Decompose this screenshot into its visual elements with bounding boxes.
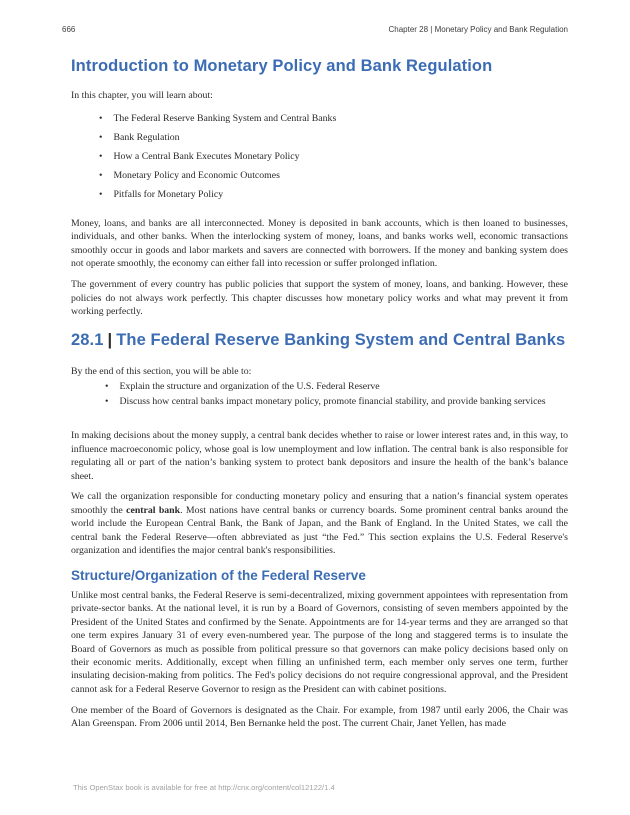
topic-label: Pitfalls for Monetary Policy xyxy=(113,189,224,201)
bullet-icon: • xyxy=(99,170,103,182)
page-number: 666 xyxy=(62,25,76,34)
bullet-icon: • xyxy=(105,380,109,392)
section-title: The Federal Reserve Banking System and Central Banks xyxy=(116,331,566,350)
section-paragraph: In making decisions about the money supply, a central bank decides whether to raise or lower interest rates and, in this way, to influence macroeconomic policy, whose goal is low unemployment and low inflation. The central bank is also responsible for regulating all or part of the nation’s banking system to protect bank depositors and insure the health of the bank’s balance sheet. xyxy=(71,430,568,482)
section-heading xyxy=(71,326,568,356)
list-item xyxy=(99,169,568,182)
section-paragraph xyxy=(71,490,568,557)
list-item xyxy=(99,131,568,144)
bullet-icon: • xyxy=(99,113,103,125)
bullet-icon: • xyxy=(99,132,103,144)
bullet-icon: • xyxy=(99,189,103,201)
openstax-attribution-footer: This OpenStax book is available for free at http://cnx.org/content/col12122/1.4 xyxy=(73,783,335,792)
list-item xyxy=(99,188,568,201)
learning-objectives-list xyxy=(71,380,568,409)
chapter-topics-list xyxy=(71,112,568,201)
chapter-intro-title: Introduction to Monetary Policy and Bank Regulation xyxy=(71,57,493,75)
page-content xyxy=(71,56,568,738)
topic-label: Bank Regulation xyxy=(113,132,180,144)
bullet-icon: • xyxy=(99,151,103,163)
paragraph-text: We call the organization responsible for conducting monetary policy and ensuring that a nation’s financial system operates smoothly the xyxy=(71,491,568,516)
section-separator: | xyxy=(107,331,113,350)
running-chapter-title: Chapter 28 | Monetary Policy and Bank Regulation xyxy=(388,25,568,34)
key-term: central bank xyxy=(126,504,181,516)
list-item xyxy=(99,150,568,163)
topic-label: Monetary Policy and Economic Outcomes xyxy=(113,170,280,182)
list-item xyxy=(99,112,568,125)
topic-label: How a Central Bank Executes Monetary Policy xyxy=(113,151,300,163)
section-number: 28.1 xyxy=(71,331,104,350)
bullet-icon: • xyxy=(105,395,109,407)
list-item xyxy=(105,380,568,395)
subsection-paragraph: Unlike most central banks, the Federal Reserve is semi-decentralized, mixing government appointees with representation from private-sector banks. At the national level, it is run by a Board of Governors, consisting of seven members appointed by the President of the United States and confirmed by the Senate. Appointments are for 14-year terms and they are arranged so that one term expires January 31 of every even-numbered year. The purpose of the long and staggered terms is to insulate the Board of Governors as much as possible from political pressure so that governors can make policy decisions based only on their economic merits. Additionally, except when filling an unfinished term, each member only serves one term, further insulating decision-making from politics. The Fed's policy decisions do not require congressional approval, and the President cannot ask for a Federal Reserve Governor to resign as the President can with cabinet positions. xyxy=(71,589,568,695)
intro-paragraph: Money, loans, and banks are all interconnected. Money is deposited in bank accounts, which is then loaned to businesses, individuals, and other banks. When the interlocking system of money, loans, and banks works well, economic transactions smoothly occur in goods and labor markets and savers are connected with borrowers. If the money and banking system does not operate smoothly, the economy can either fall into recession or suffer prolonged inflation. xyxy=(71,217,568,270)
running-header xyxy=(62,25,568,34)
paragraph-text: . Most nations have central banks or currency boards. Some prominent central banks around the world include the European Central Bank, the Bank of Japan, and the Bank of England. In the United States, we call the central bank the Federal Reserve—often abbreviated as just “the Fed.” This section explains the U.S. Federal Reserve's organization and identifies the major central bank's responsibilities. xyxy=(71,504,568,557)
subsection-heading: Structure/Organization of the Federal Reserve xyxy=(71,567,366,583)
objective-label: Explain the structure and organization of the U.S. Federal Reserve xyxy=(119,380,380,392)
objectives-intro: By the end of this section, you will be able to: xyxy=(71,365,252,377)
chapter-intro-lead: In this chapter, you will learn about: xyxy=(71,90,213,101)
objective-label: Discuss how central banks impact monetary policy, promote financial stability, and provide banking services xyxy=(119,395,546,407)
subsection-paragraph: One member of the Board of Governors is designated as the Chair. For example, from 1987 until early 2006, the Chair was Alan Greenspan. From 2006 until 2014, Ben Bernanke held the post. The current Chair, Janet Yellen, has made xyxy=(71,704,568,730)
intro-paragraph: The government of every country has public policies that support the system of money, loans, and banking. However, these policies do not always work perfectly. This chapter discusses how monetary policy works and what may prevent it from working perfectly. xyxy=(71,279,568,318)
list-item xyxy=(105,395,568,410)
topic-label: The Federal Reserve Banking System and Central Banks xyxy=(113,113,337,125)
